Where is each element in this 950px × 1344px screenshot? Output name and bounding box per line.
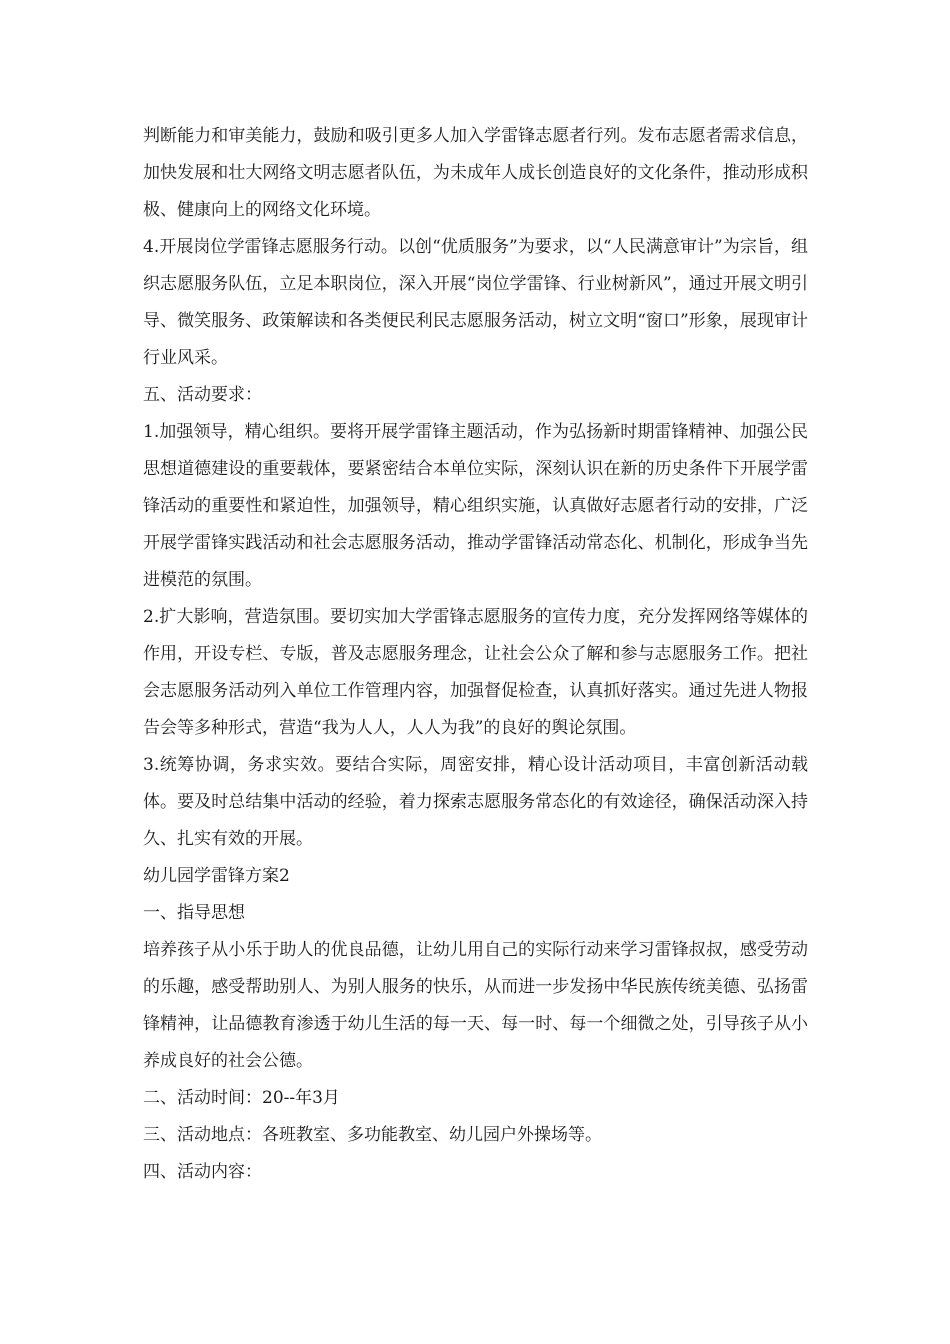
document-body xyxy=(143,118,808,1191)
document-title-2: 幼儿园学雷锋方案2 xyxy=(143,866,290,886)
paragraph-2: 4.开展岗位学雷锋志愿服务行动。以创“优质服务”为要求，以“人民满意审计”为宗旨，组织志愿服务队伍，立足本职岗位，深入开展“岗位学雷锋、行业树新风”，通过开展文明引导、微笑服务、政策解读和各类便民利民志愿服务活动，树立文明“窗口”形象，展现审计行业风采。 xyxy=(143,237,808,368)
section-heading-time: 二、活动时间：20--年3月 xyxy=(143,1088,340,1108)
paragraph-1: 判断能力和审美能力，鼓励和吸引更多人加入学雷锋志愿者行列。发布志愿者需求信息，加快发展和壮大网络文明志愿者队伍，为未成年人成长创造良好的文化条件，推动形成积极、健康向上的网络文化环境。 xyxy=(143,126,808,220)
paragraph-4: 2.扩大影响，营造氛围。要切实加大学雷锋志愿服务的宣传力度，充分发挥网络等媒体的作用，开设专栏、专版，普及志愿服务理念，让社会公众了解和参与志愿服务工作。把社会志愿服务活动列入单位工作管理内容，加强督促检查，认真抓好落实。通过先进人物报告会等多种形式，营造“我为人人，人人为我”的良好的舆论氛围。 xyxy=(143,607,808,738)
section-heading-content: 四、活动内容： xyxy=(143,1162,262,1182)
paragraph-3: 1.加强领导，精心组织。要将开展学雷锋主题活动，作为弘扬新时期雷锋精神、加强公民思想道德建设的重要载体，要紧密结合本单位实际，深刻认识在新的历史条件下开展学雷锋活动的重要性和紧迫性，加强领导，精心组织实施，认真做好志愿者行动的安排，广泛开展学雷锋实践活动和社会志愿服务活动，推动学雷锋活动常态化、机制化，形成争当先进模范的氛围。 xyxy=(143,422,808,590)
paragraph-6: 培养孩子从小乐于助人的优良品德，让幼儿用自己的实际行动来学习雷锋叔叔，感受劳动的乐趣，感受帮助别人、为别人服务的快乐，从而进一步发扬中华民族传统美德、弘扬雷锋精神，让品德教育渗透于幼儿生活的每一天、每一时、每一个细微之处，引导孩子从小养成良好的社会公德。 xyxy=(143,940,808,1071)
section-heading-location: 三、活动地点：各班教室、多功能教室、幼儿园户外操场等。 xyxy=(143,1125,602,1145)
paragraph-5: 3.统筹协调，务求实效。要结合实际，周密安排，精心设计活动项目，丰富创新活动载体。要及时总结集中活动的经验，着力探索志愿服务常态化的有效途径，确保活动深入持久、扎实有效的开展。 xyxy=(143,755,808,849)
section-heading-guiding-thought: 一、指导思想 xyxy=(143,903,245,923)
section-heading-requirements: 五、活动要求： xyxy=(143,385,262,405)
